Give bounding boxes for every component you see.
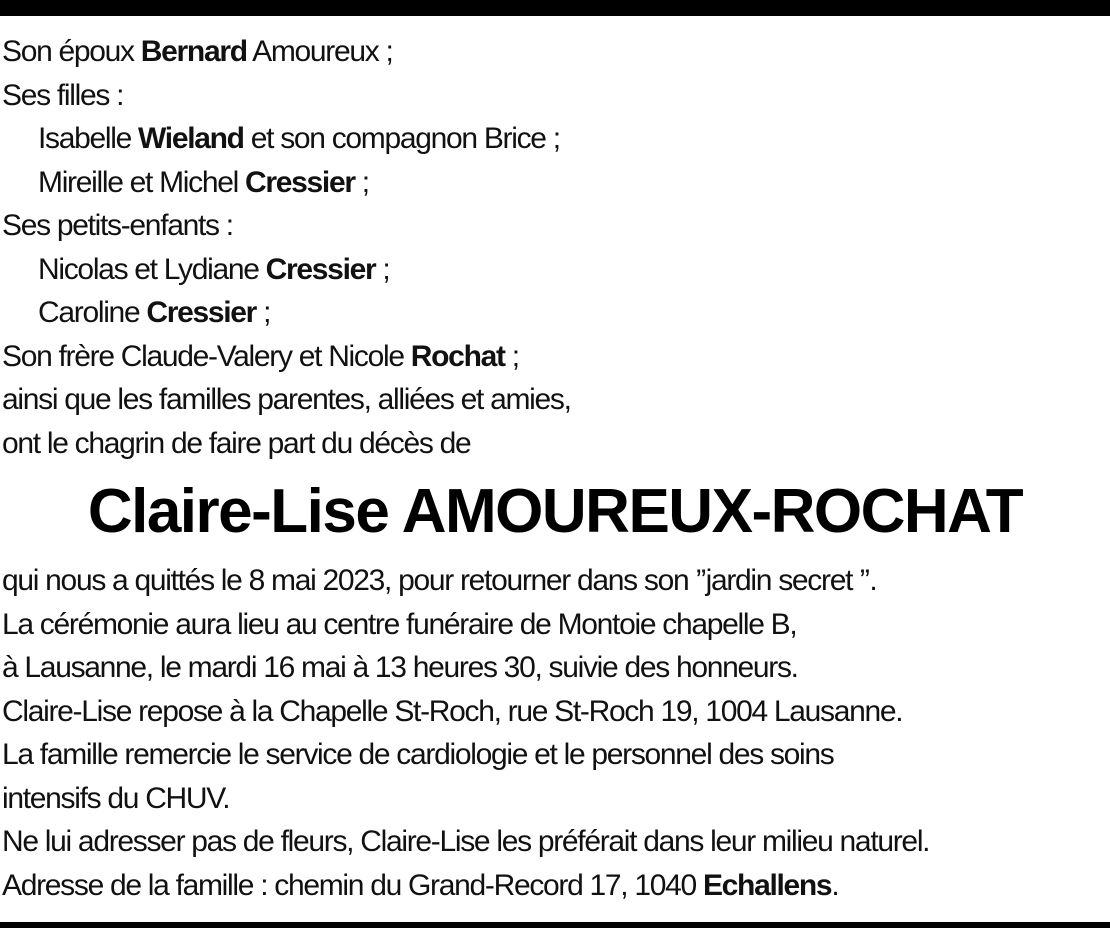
daughter-line-1: Isabelle Wieland et son compagnon Brice ;	[38, 122, 560, 155]
notice-details	[2, 559, 1108, 907]
announcement-line: ont le chagrin de faire part du décès de	[2, 426, 471, 460]
grandchild-2-surname: Cressier	[146, 296, 257, 329]
thanks-line-continued: intensifs du CHUV.	[2, 781, 230, 815]
deceased-name: Claire-Lise AMOUREUX-ROCHAT	[87, 477, 1023, 546]
family-address-line: Adresse de la famille : chemin du Grand-Record 17, 1040 Echallens.	[2, 868, 839, 902]
grandchildren-heading: Ses petits-enfants :	[2, 209, 233, 242]
family-list	[2, 30, 1108, 465]
spouse-line: Son époux Bernard Amoureux ;	[2, 35, 393, 68]
brother-surname: Rochat	[410, 339, 505, 373]
address-town: Echallens	[702, 868, 832, 902]
grandchild-1-surname: Cressier	[265, 252, 376, 286]
thanks-line: La famille remercie le service de cardiologie et le personnel des soins	[2, 738, 834, 771]
passing-line: qui nous a quittés le 8 mai 2023, pour retourner dans son ’’jardin secret ’’.	[2, 564, 877, 597]
grandchild-line-2: Caroline Cressier ;	[38, 296, 271, 329]
spouse-name: Bernard	[140, 35, 247, 68]
top-rule	[0, 0, 1110, 16]
daughter-1-surname: Wieland	[138, 122, 244, 155]
grandchild-line-1: Nicolas et Lydiane Cressier ;	[38, 252, 390, 286]
bottom-rule	[0, 922, 1110, 928]
rest-place-line: Claire-Lise repose à la Chapelle St-Roch, rue St-Roch 19, 1004 Lausanne.	[2, 694, 903, 728]
families-line: ainsi que les familles parentes, alliées et amies,	[2, 383, 571, 416]
ceremony-time-line: à Lausanne, le mardi 16 mai à 13 heures 30, suivie des honneurs.	[2, 651, 798, 684]
flowers-line: Ne lui adresser pas de fleurs, Claire-Lise les préférait dans leur milieu naturel.	[2, 825, 930, 858]
daughter-2-surname: Cressier	[245, 165, 355, 199]
daughters-heading: Ses filles :	[2, 78, 124, 112]
brother-line: Son frère Claude-Valery et Nicole Rochat ;	[2, 339, 519, 373]
daughter-line-2: Mireille et Michel Cressier ;	[38, 165, 369, 199]
ceremony-line: La cérémonie aura lieu au centre funéraire de Montoie chapelle B,	[2, 607, 797, 641]
